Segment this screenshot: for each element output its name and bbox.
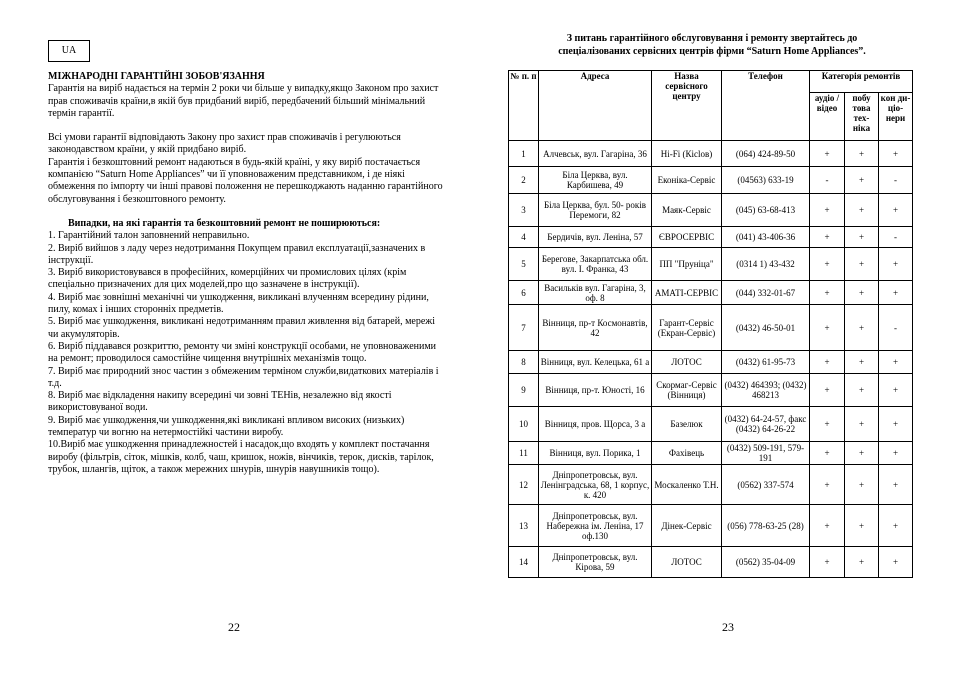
exclusion-item: 1. Гарантійний талон заповнений неправильно.	[48, 230, 250, 242]
language-label: UA	[48, 40, 90, 62]
exclusion-item: 3. Виріб використовувався в професійних, комерційних чи промислових цілях (крім спеціально призначених для цих моделей,про що зазначене в інструкції).	[48, 267, 407, 291]
row-phone: (044) 332-01-67	[722, 281, 810, 305]
warranty-intro: Гарантія на виріб надається на термін 2 роки чи більше у випадку,якщо Законом про захист прав споживачів країни,в якій був придбаний виріб, передбачений більший мінімальний термін гарантії.	[48, 83, 439, 119]
exclusion-item: 8. Виріб має відкладення накипу всередині чи зовні ТЕНів, незалежно від якості використовуваної води.	[48, 390, 392, 414]
row-audio: +	[810, 374, 845, 407]
row-address: Дніпропетровськ, вул. Ленінградська, 68, 1 корпус, к. 420	[539, 465, 652, 505]
table-row	[509, 374, 913, 407]
row-air: +	[879, 351, 913, 374]
service-title-line-1: З питань гарантійного обслуговування і ремонту звертайтесь до	[566, 33, 858, 44]
row-number: 1	[509, 141, 539, 167]
table-row	[509, 442, 913, 465]
page-number-left: 22	[228, 620, 240, 634]
row-phone: (04563) 633-19	[722, 167, 810, 194]
row-audio: +	[810, 505, 845, 547]
row-air: +	[879, 442, 913, 465]
table-row	[509, 248, 913, 281]
row-air: +	[879, 547, 913, 578]
row-audio: +	[810, 547, 845, 578]
row-number: 9	[509, 374, 539, 407]
row-phone: (064) 424-89-50	[722, 141, 810, 167]
row-center-name: Базелюк	[652, 407, 722, 442]
column-header-air: кон ди- ціо- нери	[879, 93, 913, 141]
row-phone: (0562) 337-574	[722, 465, 810, 505]
row-center-name: Еконіка-Сервіс	[652, 167, 722, 194]
row-phone: (056) 778-63-25 (28)	[722, 505, 810, 547]
row-air: -	[879, 305, 913, 351]
page-number-right: 23	[722, 620, 734, 634]
table-row	[509, 547, 913, 578]
row-home: +	[845, 248, 879, 281]
row-phone: (0432) 64-24-57, факс (0432) 64-26-22	[722, 407, 810, 442]
row-air: +	[879, 407, 913, 442]
row-audio: +	[810, 227, 845, 248]
warranty-countries-paragraph: Гарантія і безкоштовний ремонт надаються в будь-якій країні, у яку виріб постачається компанією “Saturn Home Appliances” чи її уповноваженим представником, і де ніякі обмеження по імпорту чи інші правові положення не перешкоджають наданню гарантійного обслуговування і безкоштовного ремонту.	[48, 156, 443, 205]
exclusion-item: 6. Виріб піддавався розкриттю, ремонту чи зміні конструкції особами, не уповноваженими на ремонт; проводилося самостійне чищення внутрішніх механізмів тощо.	[48, 340, 437, 365]
exclusions-heading: Випадки, на які гарантія та безкоштовний ремонт не поширюються:	[68, 217, 381, 229]
row-address: Дніпропетровськ, вул. Набережна ім. Леніна, 17 оф.130	[539, 505, 652, 547]
row-address: Вінниця, пров. Щорса, 3 а	[539, 407, 652, 442]
row-air: +	[879, 465, 913, 505]
table-row	[509, 305, 913, 351]
row-center-name: Фахівець	[652, 442, 722, 465]
row-address: Вінниця, вул. Порика, 1	[539, 442, 652, 465]
table-row	[509, 407, 913, 442]
row-number: 7	[509, 305, 539, 351]
row-home: +	[845, 442, 879, 465]
row-audio: +	[810, 465, 845, 505]
exclusion-item: 7. Виріб має природний знос частин з обмеженим терміном служби,видаткових матеріалів і т.д.	[48, 365, 439, 389]
table-row	[509, 227, 913, 248]
row-center-name: Москаленко Т.Н.	[652, 465, 722, 505]
exclusion-item: 4. Виріб має зовнішні механічні чи ушкодження, викликані влученням всередину рідини, пилу, комах і інших сторонніх предметів.	[48, 291, 429, 316]
row-home: +	[845, 194, 879, 227]
column-header-home: побу това тех- ніка	[845, 93, 879, 141]
row-center-name: Дінек-Сервіс	[652, 505, 722, 547]
row-audio: +	[810, 248, 845, 281]
row-phone: (041) 43-406-36	[722, 227, 810, 248]
row-number: 6	[509, 281, 539, 305]
row-number: 10	[509, 407, 539, 442]
row-home: +	[845, 547, 879, 578]
exclusion-item: 5. Виріб має ушкодження, викликані недотриманням правил живлення від батарей, мережі чи акумуляторів.	[48, 316, 435, 340]
table-row	[509, 194, 913, 227]
row-center-name: ПП "Пруніца"	[652, 248, 722, 281]
row-address: Дніпропетровськ, вул. Кірова, 59	[539, 547, 652, 578]
row-home: +	[845, 227, 879, 248]
table-row	[509, 281, 913, 305]
row-home: +	[845, 465, 879, 505]
row-air: +	[879, 281, 913, 305]
row-address: Васильків вул. Гагаріна, 3, оф. 8	[539, 281, 652, 305]
row-phone: (0562) 35-04-09	[722, 547, 810, 578]
row-air: +	[879, 374, 913, 407]
table-row	[509, 505, 913, 547]
row-air: -	[879, 227, 913, 248]
table-row	[509, 141, 913, 167]
column-header-number: № п. п	[509, 71, 539, 141]
row-center-name: ЛОТОС	[652, 351, 722, 374]
row-audio: +	[810, 407, 845, 442]
row-number: 12	[509, 465, 539, 505]
column-header-center: Назва сервісного центру	[652, 71, 722, 141]
row-address: Вінниця, пр-т Космонавтів, 42	[539, 305, 652, 351]
row-phone: (0432) 509-191, 579-191	[722, 442, 810, 465]
row-number: 13	[509, 505, 539, 547]
table-row	[509, 465, 913, 505]
row-home: +	[845, 407, 879, 442]
row-phone: (0432) 464393; (0432) 468213	[722, 374, 810, 407]
row-center-name: Скормаг-Сервіс (Вінниця)	[652, 374, 722, 407]
row-audio: +	[810, 141, 845, 167]
row-home: +	[845, 167, 879, 194]
row-air: +	[879, 505, 913, 547]
row-number: 4	[509, 227, 539, 248]
row-address: Алчевськ, вул. Гагаріна, 36	[539, 141, 652, 167]
row-air: +	[879, 194, 913, 227]
row-audio: +	[810, 281, 845, 305]
exclusions-list	[48, 230, 443, 476]
column-header-phone: Телефон	[722, 71, 810, 141]
warranty-text	[48, 71, 443, 476]
row-center-name: Hi-Fi (Кісlов)	[652, 141, 722, 167]
row-number: 11	[509, 442, 539, 465]
row-phone: (0432) 46-50-01	[722, 305, 810, 351]
row-address: Бердичів, вул. Леніна, 57	[539, 227, 652, 248]
row-address: Біла Церква, вул. Карбишева, 49	[539, 167, 652, 194]
row-center-name: АМАТІ-СЕРВІС	[652, 281, 722, 305]
row-air: -	[879, 167, 913, 194]
row-audio: -	[810, 167, 845, 194]
row-phone: (0432) 61-95-73	[722, 351, 810, 374]
row-home: +	[845, 141, 879, 167]
row-home: +	[845, 505, 879, 547]
service-centers-table	[508, 70, 913, 578]
warranty-law-paragraph: Всі умови гарантії відповідають Закону про захист прав споживачів і регулюються законодавством країни, у якій придбано виріб.	[48, 132, 401, 156]
row-number: 5	[509, 248, 539, 281]
row-center-name: Гарант-Сервіс (Екран-Сервіс)	[652, 305, 722, 351]
column-header-audio: аудіо / відео	[810, 93, 845, 141]
table-row	[509, 351, 913, 374]
service-centers-title	[508, 32, 916, 58]
column-header-category: Категорія ремонтів	[810, 71, 913, 93]
row-home: +	[845, 305, 879, 351]
row-home: +	[845, 351, 879, 374]
row-address: Біла Церква, бул. 50- років Перемоги, 82	[539, 194, 652, 227]
row-phone: (0314 1) 43-432	[722, 248, 810, 281]
row-audio: +	[810, 442, 845, 465]
row-center-name: ЛОТОС	[652, 547, 722, 578]
row-address: Вінниця, пр-т. Юності, 16	[539, 374, 652, 407]
row-number: 14	[509, 547, 539, 578]
column-header-address: Адреса	[539, 71, 652, 141]
row-number: 8	[509, 351, 539, 374]
row-home: +	[845, 374, 879, 407]
warranty-heading: МІЖНАРОДНІ ГАРАНТІЙНІ ЗОБОВ'ЯЗАННЯ	[48, 71, 265, 82]
row-audio: +	[810, 351, 845, 374]
row-number: 2	[509, 167, 539, 194]
service-title-line-2: спеціалізованих сервісних центрів фірми “Saturn Home Appliances”.	[558, 46, 866, 57]
row-home: +	[845, 281, 879, 305]
exclusion-item: 2. Виріб вийшов з ладу через недотримання Покупцем правил експлуатації,зазначених в інструкції.	[48, 242, 426, 266]
table-row	[509, 167, 913, 194]
row-audio: +	[810, 194, 845, 227]
row-number: 3	[509, 194, 539, 227]
row-center-name: Маяк-Сервіс	[652, 194, 722, 227]
exclusion-item: 9. Виріб має ушкодження,чи ушкодження,які викликані впливом високих (низьких) температур чи вогню на нетермостійкі частини виробу.	[48, 414, 405, 439]
row-address: Вінниця, вул. Келецька, 61 а	[539, 351, 652, 374]
row-address: Берегове, Закарпатська обл. вул. І. Франка, 43	[539, 248, 652, 281]
service-centers-rows	[509, 141, 913, 578]
row-air: +	[879, 141, 913, 167]
row-air: +	[879, 248, 913, 281]
exclusion-item: 10.Виріб має ушкодження принадлежностей і насадок,що входять у комплект постачання виробу (фільтрів, сіток, мішків, колб, чаш, кришок, ножів, вінчиків, терок, дисків, тарілок, трубок, шлангів, щіток, а також мережних шнурів, шнурів навушників тощо).	[48, 439, 434, 475]
row-center-name: ЄВРОСЕРВІС	[652, 227, 722, 248]
row-audio: +	[810, 305, 845, 351]
row-phone: (045) 63-68-413	[722, 194, 810, 227]
